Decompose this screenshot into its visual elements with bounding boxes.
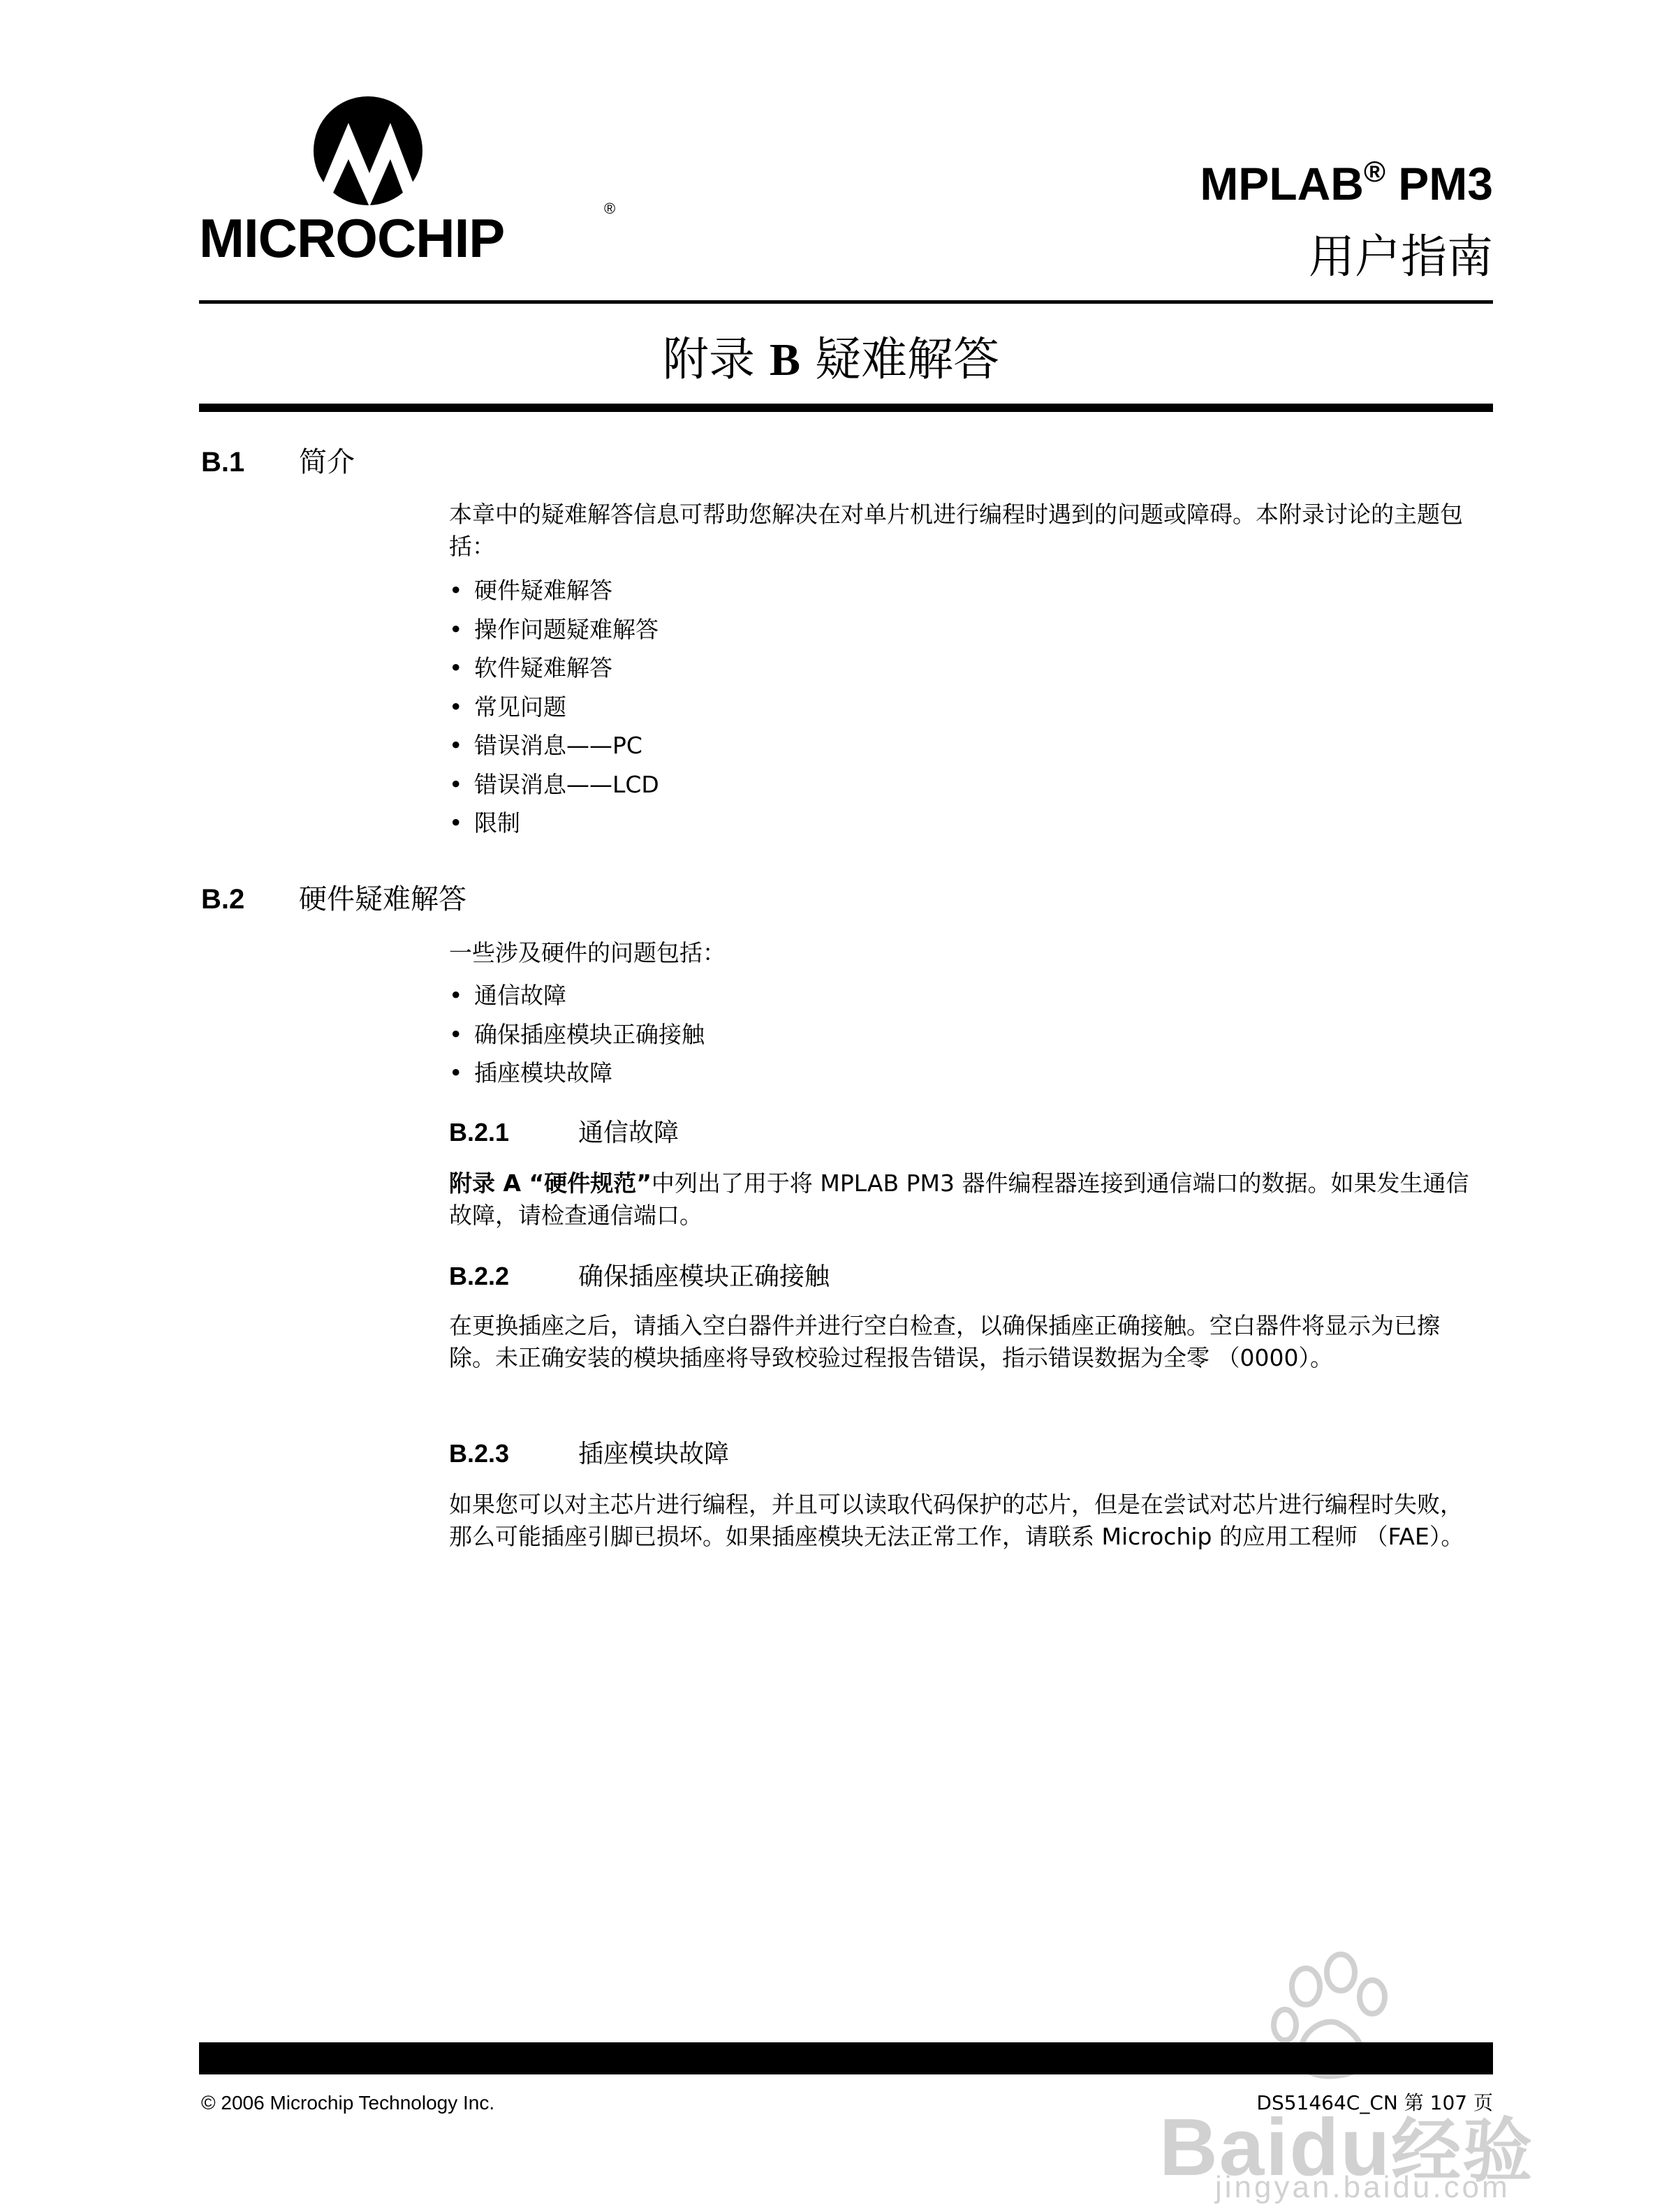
b22-paragraph: 在更换插座之后，请插入空白器件并进行空白检查，以确保插座正确接触。空白器件将显示为已擦除。未正确安装的模块插座将导致校验过程报告错误，指示错误数据为全零 （0000）。 xyxy=(449,1312,1440,1371)
list-item: • 通信故障 xyxy=(449,976,705,1015)
section-title: 确保插座模块正确接触 xyxy=(578,1262,830,1291)
list-item: • 限制 xyxy=(449,804,659,843)
section-number: B.1 xyxy=(201,447,245,478)
chapter-title xyxy=(0,328,1662,392)
footer-bar xyxy=(199,2042,1493,2074)
section-number: B.2.1 xyxy=(449,1118,510,1146)
list-item: • 软件疑难解答 xyxy=(449,649,659,688)
header-rule xyxy=(199,300,1493,304)
logo-registered-mark: ® xyxy=(604,200,616,217)
product-model: PM3 xyxy=(1398,158,1493,209)
watermark-brand-start: Bai xyxy=(1159,2102,1290,2192)
section-number: B.2.2 xyxy=(449,1262,510,1290)
watermark-brand-end: du xyxy=(1289,2102,1392,2192)
chapter-letter: B xyxy=(769,334,801,385)
b21-paragraph-text: 中列出了用于将 MPLAB PM3 器件编程器连接到通信端口的数据。如果发生通信故障，请检查通信端口。 xyxy=(449,1170,1469,1229)
list-item: • 错误消息——PC xyxy=(449,726,659,765)
footer-copyright: © 2006 Microchip Technology Inc. xyxy=(201,2092,495,2114)
section-title: 通信故障 xyxy=(578,1119,679,1147)
list-item: • 错误消息——LCD xyxy=(449,765,659,804)
list-item: • 常见问题 xyxy=(449,688,659,727)
chapter-rule xyxy=(199,404,1493,412)
watermark-url: jingyan.baidu.com xyxy=(1215,2170,1510,2204)
microchip-logo xyxy=(199,95,616,283)
section-heading-b21 xyxy=(449,1116,679,1150)
chapter-prefix: 附录 xyxy=(663,332,755,386)
b1-topic-list xyxy=(449,571,659,843)
footer-doc-id: DS51464C_CN 第 107 页 xyxy=(1256,2091,1493,2114)
list-item: • 操作问题疑难解答 xyxy=(449,610,659,649)
list-item: • 硬件疑难解答 xyxy=(449,571,659,610)
chapter-name: 疑难解答 xyxy=(815,332,999,386)
logo-wordmark: MICROCHIP xyxy=(199,207,505,269)
section-title: 插座模块故障 xyxy=(578,1440,730,1468)
section-heading-b23 xyxy=(449,1437,729,1471)
section-heading-b2 xyxy=(201,881,466,917)
section-number: B.2.3 xyxy=(449,1439,510,1468)
microchip-logo-mark-icon xyxy=(305,95,431,207)
section-heading-b22 xyxy=(449,1260,830,1294)
b2-issue-list xyxy=(449,976,705,1093)
list-item: • 确保插座模块正确接触 xyxy=(449,1015,705,1054)
b21-paragraph xyxy=(449,1167,1476,1232)
product-subtitle: 用户指南 xyxy=(1309,230,1493,283)
section-heading-b1 xyxy=(201,444,355,480)
section-title: 简介 xyxy=(299,446,355,478)
section-title: 硬件疑难解答 xyxy=(299,883,466,915)
b2-paragraph: 一些涉及硬件的问题包括： xyxy=(449,939,726,966)
watermark-brand-cn: 经验 xyxy=(1391,2110,1534,2192)
b1-paragraph: 本章中的疑难解答信息可帮助您解决在对单片机进行编程时遇到的问题或障碍。本附录讨论的主题包括： xyxy=(449,501,1463,560)
b23-paragraph: 如果您可以对主芯片进行编程，并且可以读取代码保护的芯片，但是在尝试对芯片进行编程时失败，那么可能插座引脚已损坏。如果插座模块无法正常工作，请联系 Microchip 的应用工程师 （FAE）。 xyxy=(449,1491,1464,1550)
appendix-a-reference[interactable]: 附录 A “硬件规范” xyxy=(449,1170,652,1197)
product-title xyxy=(1200,157,1493,210)
product-registered-mark: ® xyxy=(1363,155,1385,188)
list-item: • 插座模块故障 xyxy=(449,1054,705,1093)
product-name: MPLAB xyxy=(1200,158,1364,209)
section-number: B.2 xyxy=(201,884,245,915)
